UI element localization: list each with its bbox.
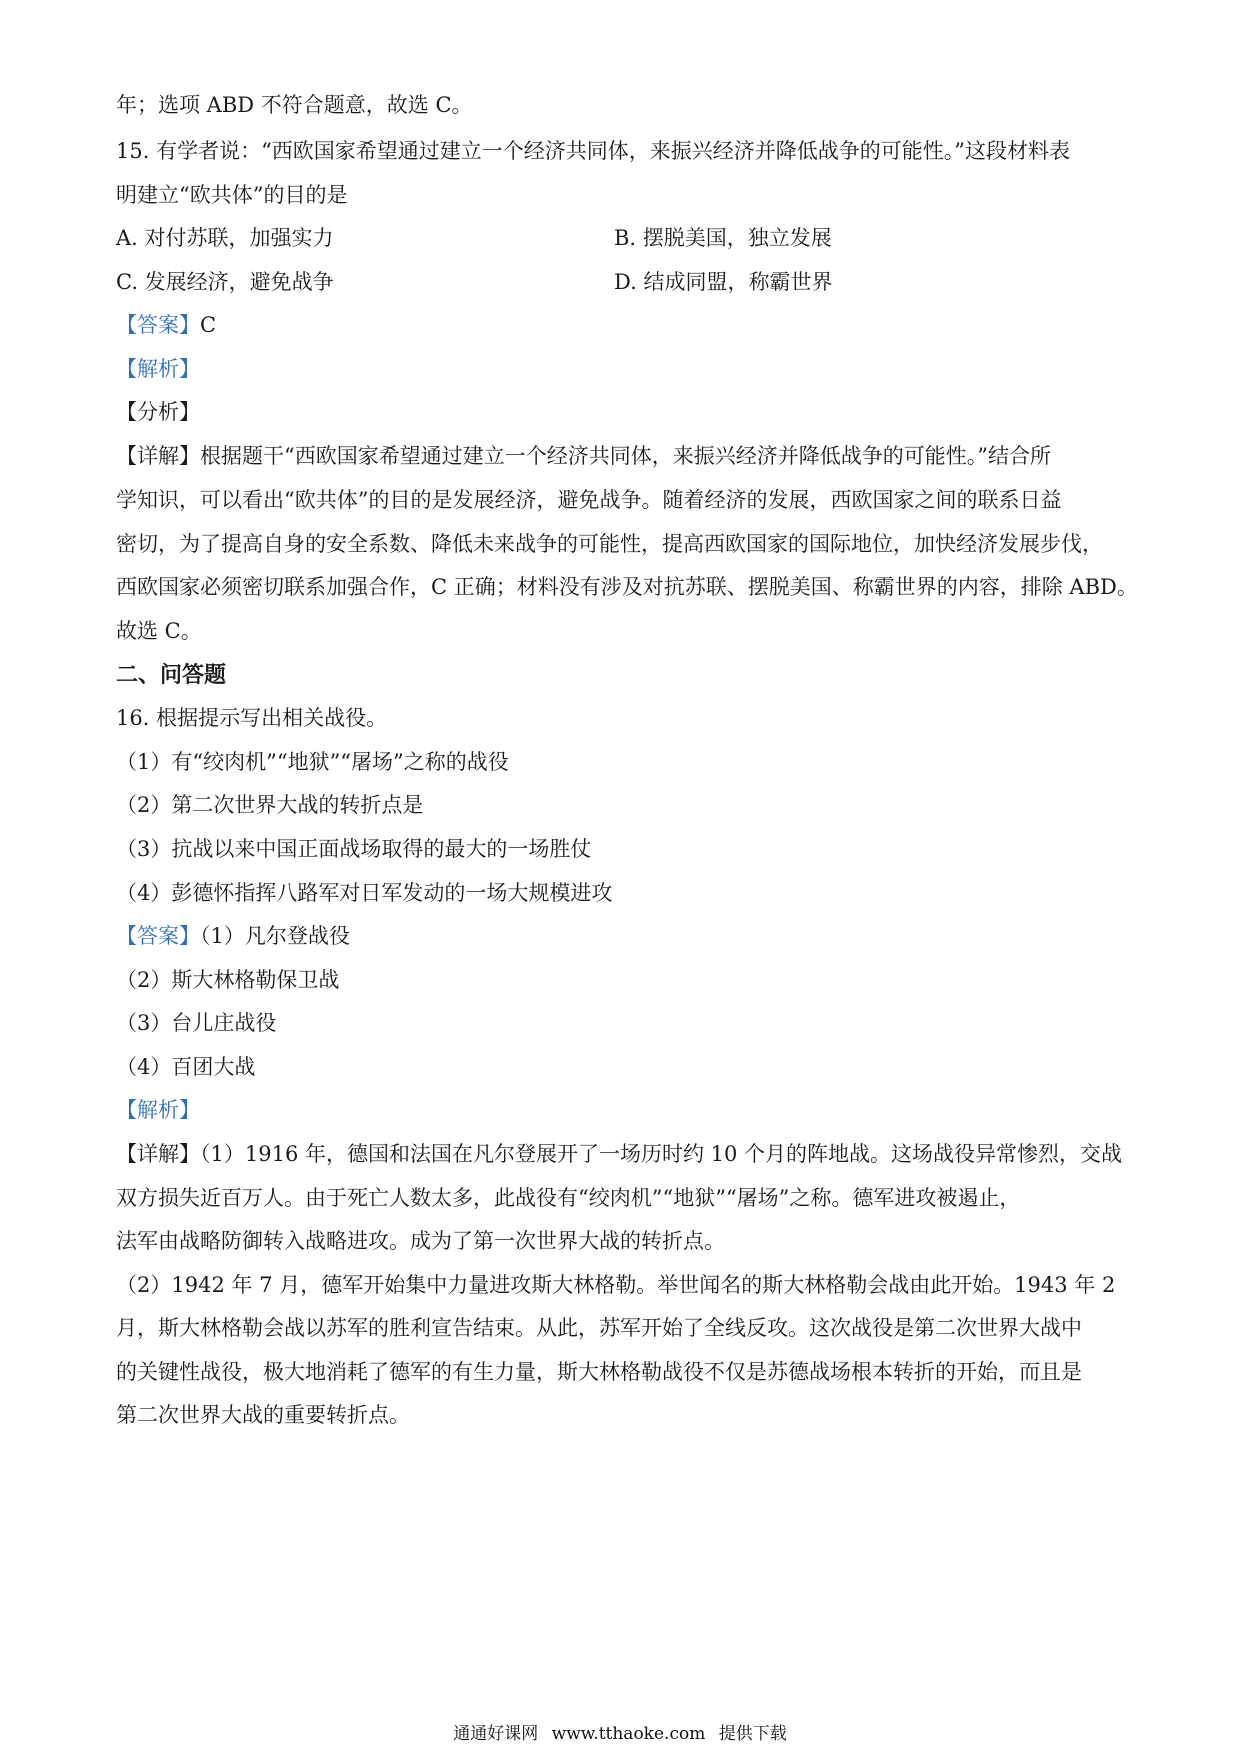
option-d: D. 结成同盟，称霸世界 (614, 270, 833, 294)
detail-text: 法军由战略防御转入战略进攻。成为了第一次世界大战的转折点。 (116, 1229, 725, 1253)
analysis-line (116, 354, 1136, 384)
answer-tag: 【答案】 (116, 924, 200, 948)
analysis-line (116, 1095, 1136, 1125)
detail-line (116, 1139, 1136, 1169)
text-line: 年；选项 ABD 不符合题意，故选 C。 (116, 93, 473, 117)
detail-text: 学知识，可以看出“欧共体”的目的是发展经济，避免战争。随着经济的发展，西欧国家之间的联系日益 (116, 488, 1062, 512)
footer-suffix: 提供下载 (718, 1724, 787, 1744)
detail-text: 第二次世界大战的重要转折点。 (116, 1403, 410, 1427)
detail-line (116, 441, 1136, 471)
footer-site-name: 通通好课网 (453, 1724, 539, 1744)
detail-tag: 【详解】 (116, 444, 200, 468)
option-b: B. 摆脱美国，独立发展 (614, 226, 832, 250)
fenxi-tag: 【分析】 (116, 400, 200, 424)
detail-text: 密切，为了提高自身的安全系数、降低未来战争的可能性，提高西欧国家的国际地位，加快经济发展步伐， (116, 532, 1103, 556)
question-15-stem-cont: 明建立“欧共体”的目的是 (116, 183, 348, 207)
detail-text: 故选 C。 (116, 619, 202, 643)
answer-value: C (200, 313, 217, 337)
section-heading: 二、问答题 (116, 662, 227, 688)
detail-tag: 【详解】 (116, 1142, 200, 1166)
footer-url[interactable]: www.tthaoke.com (551, 1724, 706, 1744)
analysis-tag: 【解析】 (116, 357, 200, 381)
answer-value: （1）凡尔登战役 (200, 924, 350, 948)
question-16-part: （4）彭德怀指挥八路军对日军发动的一场大规模进攻 (116, 881, 613, 905)
answer-item: （4）百团大战 (116, 1055, 256, 1079)
detail-text: 根据题干“西欧国家希望通过建立一个经济共同体，来振兴经济并降低战争的可能性。”结合所 (200, 444, 1051, 468)
question-16-part: （1）有“绞肉机”“地狱”“屠场”之称的战役 (116, 750, 509, 774)
detail-text: （2）1942 年 7 月，德军开始集中力量进攻斯大林格勒。举世闻名的斯大林格勒会战由此开始。1943 年 2 (116, 1273, 1116, 1297)
question-16-part: （3）抗战以来中国正面战场取得的最大的一场胜仗 (116, 837, 592, 861)
question-15-stem: 15. 有学者说：“西欧国家希望通过建立一个经济共同体，来振兴经济并降低战争的可能性。”这段材料表 (116, 139, 1071, 163)
detail-text: 西欧国家必须密切联系加强合作，C 正确；材料没有涉及对抗苏联、摆脱美国、称霸世界的内容，排除 ABD。 (116, 575, 1138, 599)
answer-item: （3）台儿庄战役 (116, 1011, 277, 1035)
detail-text: 的关键性战役，极大地消耗了德军的有生力量，斯大林格勒战役不仅是苏德战场根本转折的开始，而且是 (116, 1360, 1082, 1384)
answer-tag: 【答案】 (116, 313, 200, 337)
answer-item: （2）斯大林格勒保卫战 (116, 968, 340, 992)
detail-text: （1）1916 年，德国和法国在凡尔登展开了一场历时约 10 个月的阵地战。这场战役异常惨烈，交战 (200, 1142, 1123, 1166)
page-footer (0, 1722, 1240, 1746)
option-a: A. 对付苏联，加强实力 (116, 226, 334, 250)
answer-line (116, 921, 1136, 951)
option-c: C. 发展经济，避免战争 (116, 270, 334, 294)
fenxi-line (116, 397, 1136, 427)
detail-text: 月，斯大林格勒会战以苏军的胜利宣告结束。从此，苏军开始了全线反攻。这次战役是第二次世界大战中 (116, 1316, 1082, 1340)
analysis-tag: 【解析】 (116, 1098, 200, 1122)
question-16-stem: 16. 根据提示写出相关战役。 (116, 706, 388, 730)
detail-text: 双方损失近百万人。由于死亡人数太多，此战役有“绞肉机”“地狱”“屠场”之称。德军进攻被遏止， (116, 1186, 1021, 1210)
answer-line (116, 310, 1136, 340)
question-16-part: （2）第二次世界大战的转折点是 (116, 793, 424, 817)
